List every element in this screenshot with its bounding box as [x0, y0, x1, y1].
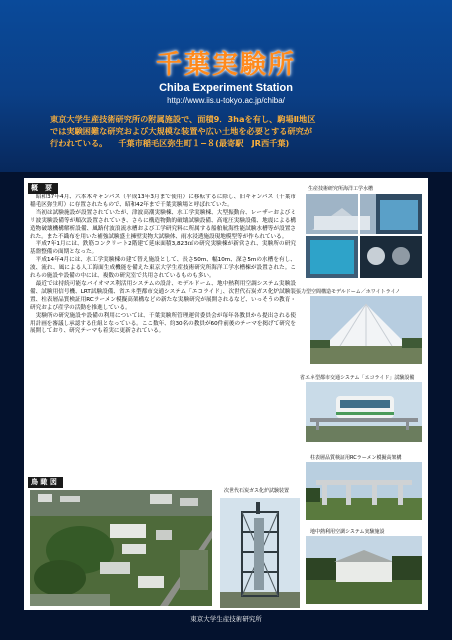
overview-paragraph: 昭和37年4月、六本木キャンパス（平成13年3月まで使用）に移転するに際し、旧キャンパス（千葉市稲毛区弥生町）に存置されたもので、昭和42年まで千葉実験場と呼ばれていた。: [30, 194, 296, 208]
intro-text: [50, 113, 410, 149]
aerial-image: [30, 490, 212, 606]
aerial-photo: [30, 490, 212, 606]
geothermal-photo: [306, 536, 422, 604]
website-link[interactable]: http://www.iis.u-tokyo.ac.jp/chiba/: [167, 96, 285, 105]
ocean-tank-photo: [306, 194, 422, 278]
caption-ocean-tank: 生産技術研究所海洋工学水槽: [308, 186, 374, 192]
ocean-tank-image: [306, 194, 422, 278]
gasifier-photo: [220, 498, 300, 608]
caption-dome: 張力型空間構造モデルドーム／ホワイトライノ: [296, 289, 401, 295]
gasifier-image: [220, 498, 300, 608]
address: 千葉市稲毛区弥生町１−８(最寄駅 JR西千葉): [118, 138, 290, 148]
intro-line-3: [50, 137, 410, 149]
intro-line-2: では実験困難な研究および大規模な装置や広い土地を必要とする研究が: [50, 126, 313, 136]
page-subtitle: Chiba Experiment Station: [159, 82, 293, 94]
overview-heading: 概 要: [28, 183, 58, 194]
footer-text: 東京大学生産技術研究所: [190, 615, 262, 623]
caption-geothermal: 地中熱利用空調システム実験施設: [310, 529, 385, 535]
overview-paragraph: 最近では持続可能なバイオマス利活用システムの設計、モデルドーム、地中熱利用空調システム実験設備、試験用信号機、LRT試験設備、省エネ型都市交通システム「エコライド」、次世代石炭ガス化炉試験装置、柱表層品質検証用RCラーメン模擬高架構などの新たな実験研究が展開されるなど、いっそうの教育・研究および産学の活動を推進している。: [30, 280, 296, 311]
rc-frame-image: [306, 462, 422, 520]
overview-paragraph: 実験所の研究施設や設備の利用については、千葉実験所管理運営委員会が毎年各教員から提出される使用計画を審議し承認する仕組となっている。ここ数年、約30名の教員が60件前後のテーマを掲げて研究を展開しており、研究テーマも着実に更新されている。: [30, 312, 296, 335]
caption-gasifier: 次世代石炭ガス化炉試験装置: [224, 488, 290, 494]
aerial-heading: 鳥 瞰 図: [28, 477, 63, 488]
rc-frame-photo: [306, 462, 422, 520]
geothermal-image: [306, 536, 422, 604]
intro-last: 行われている。: [50, 138, 108, 148]
page-title: 千葉実験所: [155, 50, 296, 80]
overview-paragraph: 平成14年4月には、水工学実験棟の建て替え施設として、長さ50m、幅10m、深さ5mの水槽を有し、波、流れ、風による人工海面生成機能を備えた東京大学生産技術研究所海洋工学水槽棟が設置された。これらの施設や設備の中には、複数の研究室で共用されているものも多い。: [30, 257, 296, 280]
caption-ecoride: 省エネ型都市交通システム「エコライド」試験設備: [300, 375, 415, 381]
dome-image: [310, 296, 422, 364]
content-panel: [24, 178, 428, 610]
ecoride-image: [306, 382, 422, 442]
caption-rc-frame: 柱表層品質検証用RCラーメン模擬高架構: [310, 455, 402, 461]
ecoride-photo: [306, 382, 422, 442]
overview-paragraph: 当初は試験施設が設置されていたが、津波高潮実験棟、水工学実験棟、大型振動台、レーザーおよびミリ波実験設備等が順次設置されていき、さらに構造物動的破壊試験設備、高電圧実験設備、地震による構造物破壊機構解析設備、風路付波浪流水槽および工学研究料に所属する船舶航海性能試験水槽等が設置された。また不織布を用いた補強試験盛土擁壁実物大試験体、雨水浸透施設現地模型等が作られている。: [30, 209, 296, 240]
overview-paragraph: 平成7年1月には、鉄筋コンクリート2階建て延床面積3,823㎡の研究実験棟が新営され、実験所の研究基盤整備の面期となった。: [30, 241, 296, 256]
overview-text: [30, 194, 296, 480]
dome-photo: [310, 296, 422, 364]
intro-line-1: 東京大学生産技術研究所の附属施設で、面積9．3haを有し、駒場Ⅱ地区: [50, 114, 316, 124]
